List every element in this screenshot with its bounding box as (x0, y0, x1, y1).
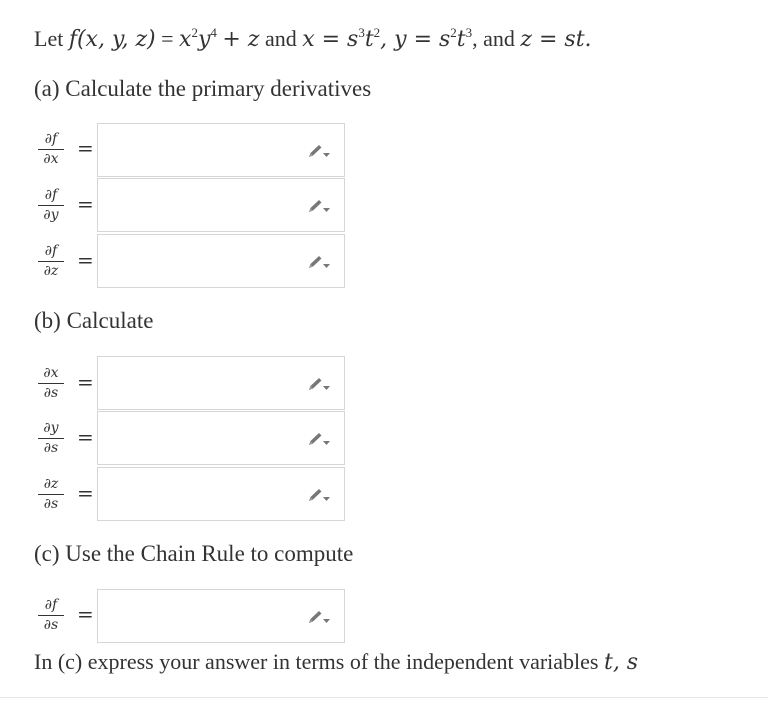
denominator: ∂s (43, 385, 59, 401)
pencil-dropdown-icon[interactable] (306, 375, 332, 393)
divider (0, 697, 768, 698)
fraction (38, 598, 64, 633)
part-a-heading: (a) Calculate the primary derivatives (34, 76, 372, 101)
problem-statement: Let f(x, y, $z) = x^2y^4 + z$ and $x = s^3t^2$, $y = s^2t^3$, and z = st. (34, 25, 592, 52)
numerator: ∂x (43, 365, 59, 381)
y-exponent: 4 (210, 25, 217, 40)
numerator: ∂f (44, 187, 58, 203)
equals-sign: = (77, 425, 94, 449)
answer-input-dx-ds[interactable] (97, 356, 345, 410)
numerator: ∂z (43, 476, 59, 492)
answer-input-df-dz[interactable] (97, 234, 345, 288)
equals-sign: = (77, 370, 94, 394)
numerator: ∂f (44, 243, 58, 259)
numerator: ∂f (44, 597, 58, 613)
y-t-exponent: 3 (465, 25, 473, 40)
note-text: In (c) express your answer in terms of the independent variables (34, 649, 599, 674)
fraction (38, 132, 64, 167)
equals-sign: = (77, 192, 94, 216)
let-word: Let (34, 26, 64, 51)
pencil-dropdown-icon[interactable] (306, 430, 332, 448)
rhs-plus-z: + z (222, 27, 260, 52)
equals-sign: = (77, 136, 94, 160)
answer-input-df-dx[interactable] (97, 123, 345, 177)
y-t: t (456, 27, 466, 52)
and-word-2: and (483, 26, 515, 51)
rhs-x: x (179, 27, 192, 52)
x-t: t (364, 27, 374, 52)
part-c-heading: (c) Use the Chain Rule to compute (34, 541, 354, 566)
equals-sign: = (77, 481, 94, 505)
part-c-note (34, 648, 638, 677)
denominator: ∂y (43, 207, 59, 223)
pencil-dropdown-icon[interactable] (306, 197, 332, 215)
fraction (38, 421, 64, 456)
x-definition: x = s (302, 27, 359, 52)
and-word-1: and (264, 26, 297, 51)
x-t-exponent: 2 (373, 25, 381, 40)
denominator: ∂s (43, 496, 59, 512)
x-exponent: 2 (191, 25, 198, 40)
note-variables: t, s (603, 650, 639, 675)
fraction (38, 244, 64, 279)
part-b-heading: (b) Calculate (34, 308, 154, 333)
y-definition: , y = s (380, 27, 451, 52)
fraction (38, 477, 64, 512)
equals-sign: = (77, 602, 94, 626)
pencil-dropdown-icon[interactable] (306, 142, 332, 160)
numerator: ∂f (44, 131, 58, 147)
denominator: ∂z (43, 263, 59, 279)
rhs-y: y (197, 27, 211, 52)
z-definition: z = st. (520, 27, 592, 52)
answer-input-dz-ds[interactable] (97, 467, 345, 521)
function-lhs: f(x, y, z) (68, 27, 156, 52)
denominator: ∂s (43, 440, 59, 456)
numerator: ∂y (43, 420, 59, 436)
answer-input-df-ds[interactable] (97, 589, 345, 643)
x-s-exponent: 3 (358, 25, 365, 40)
fraction (38, 366, 64, 401)
pencil-dropdown-icon[interactable] (306, 486, 332, 504)
comma: , (472, 26, 478, 51)
fraction (38, 188, 64, 223)
equals-sign: = (77, 248, 94, 272)
y-s-exponent: 2 (450, 25, 457, 40)
denominator: ∂x (43, 151, 59, 167)
answer-input-dy-ds[interactable] (97, 411, 345, 465)
pencil-dropdown-icon[interactable] (306, 253, 332, 271)
pencil-dropdown-icon[interactable] (306, 608, 332, 626)
answer-input-df-dy[interactable] (97, 178, 345, 232)
denominator: ∂s (43, 617, 59, 633)
